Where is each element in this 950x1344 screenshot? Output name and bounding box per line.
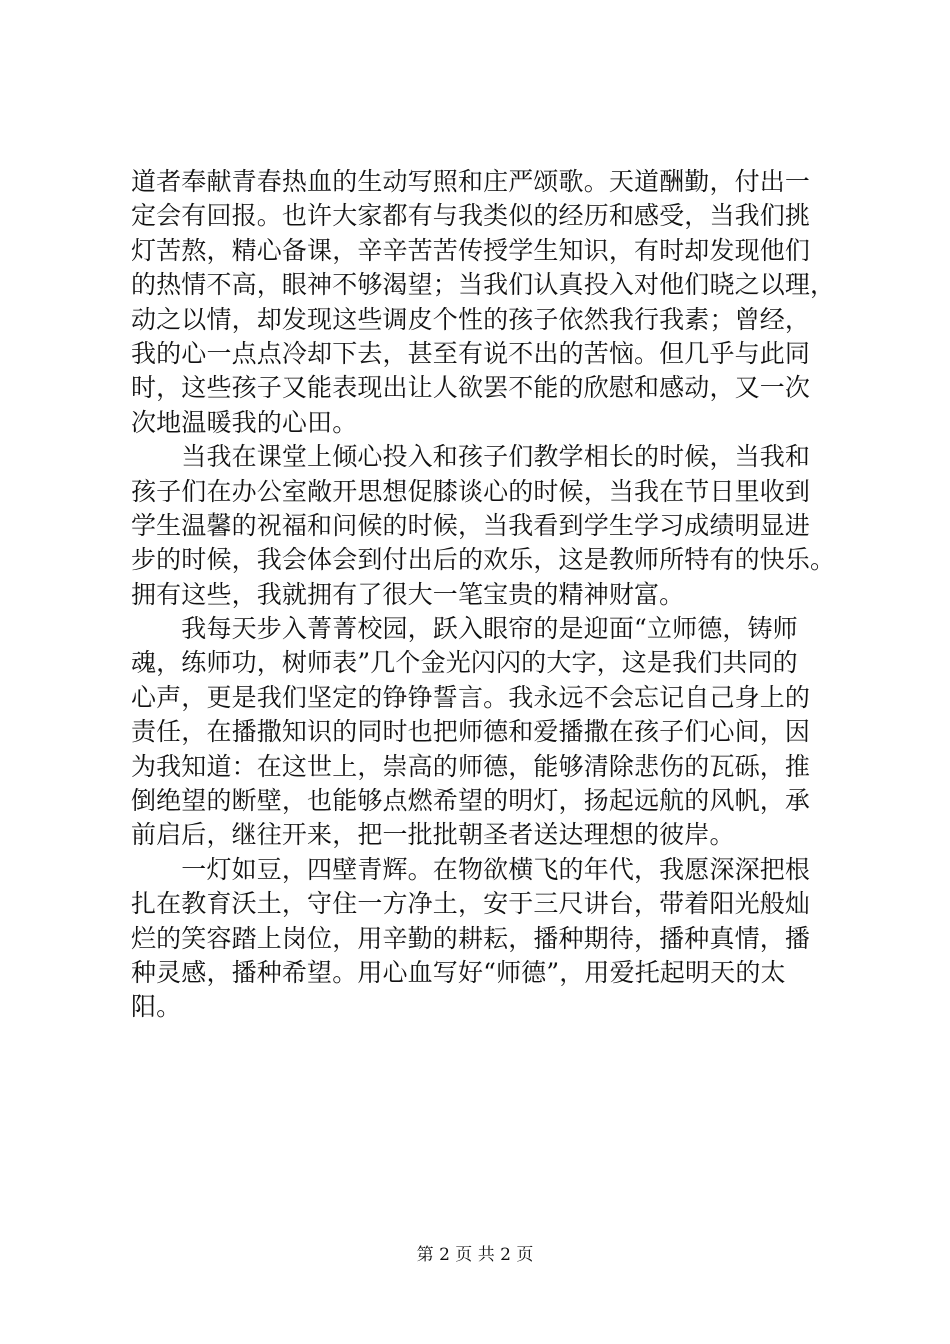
text-line: 拥有这些，我就拥有了很大一笔宝贵的精神财富。 xyxy=(131,579,685,609)
text-line: 一灯如豆，四壁青辉。在物欲横飞的年代，我愿深深把根 xyxy=(131,854,811,884)
text-line: 烂的笑容踏上岗位，用辛勤的耕耘，播种期待，播种真情，播 xyxy=(131,923,811,953)
text-line: 心声，更是我们坚定的铮铮誓言。我永远不会忘记自己身上的 xyxy=(131,682,811,712)
text-line: 时，这些孩子又能表现出让人欲罢不能的欣慰和感动，又一次 xyxy=(131,373,811,403)
text-line: 种灵感，播种希望。用心血写好“师德”，用爱托起明天的太 xyxy=(131,957,786,987)
text-line: 倒绝望的断壁，也能够点燃希望的明灯，扬起远航的风帆，承 xyxy=(131,786,811,816)
document-body xyxy=(131,165,836,1025)
text-line: 学生温馨的祝福和问候的时候，当我看到学生学习成绩明显进 xyxy=(131,510,811,540)
text-line: 责任，在播撒知识的同时也把师德和爱播撒在孩子们心间，因 xyxy=(131,717,811,747)
text-line: 道者奉献青春热血的生动写照和庄严颂歌。天道酬勤，付出一 xyxy=(131,167,811,196)
text-line: 魂，练师功，树师表”几个金光闪闪的大字，这是我们共同的 xyxy=(131,648,798,678)
text-line: 当我在课堂上倾心投入和孩子们教学相长的时候，当我和 xyxy=(131,442,811,472)
text-line: 我的心一点点冷却下去，甚至有说不出的苦恼。但几乎与此同 xyxy=(131,338,811,368)
text-line: 定会有回报。也许大家都有与我类似的经历和感受，当我们挑 xyxy=(131,201,811,231)
text-line: 灯苦熬，精心备课，辛辛苦苦传授学生知识，有时却发现他们 xyxy=(131,235,811,265)
text-line: 步的时候，我会体会到付出后的欢乐，这是教师所特有的快乐。 xyxy=(131,545,836,575)
text-line: 为我知道：在这世上，崇高的师德，能够清除悲伤的瓦砾，推 xyxy=(131,751,811,781)
text-line: 扎在教育沃土，守住一方净土，安于三尺讲台，带着阳光般灿 xyxy=(131,889,811,919)
page-number-footer: 第 2 页 共 2 页 xyxy=(416,1245,534,1265)
text-line: 动之以情，却发现这些调皮个性的孩子依然我行我素；曾经， xyxy=(131,304,811,334)
text-line: 我每天步入菁菁校园，跃入眼帘的是迎面“立师德，铸师 xyxy=(131,614,798,644)
text-line: 孩子们在办公室敞开思想促膝谈心的时候，当我在节日里收到 xyxy=(131,476,811,506)
text-line: 次地温暖我的心田。 xyxy=(131,407,358,437)
text-line: 的热情不高，眼神不够渴望；当我们认真投入对他们晓之以理， xyxy=(131,270,836,300)
text-line: 前启后，继往开来，把一批批朝圣者送达理想的彼岸。 xyxy=(131,820,735,850)
text-line: 阳。 xyxy=(131,992,182,1022)
